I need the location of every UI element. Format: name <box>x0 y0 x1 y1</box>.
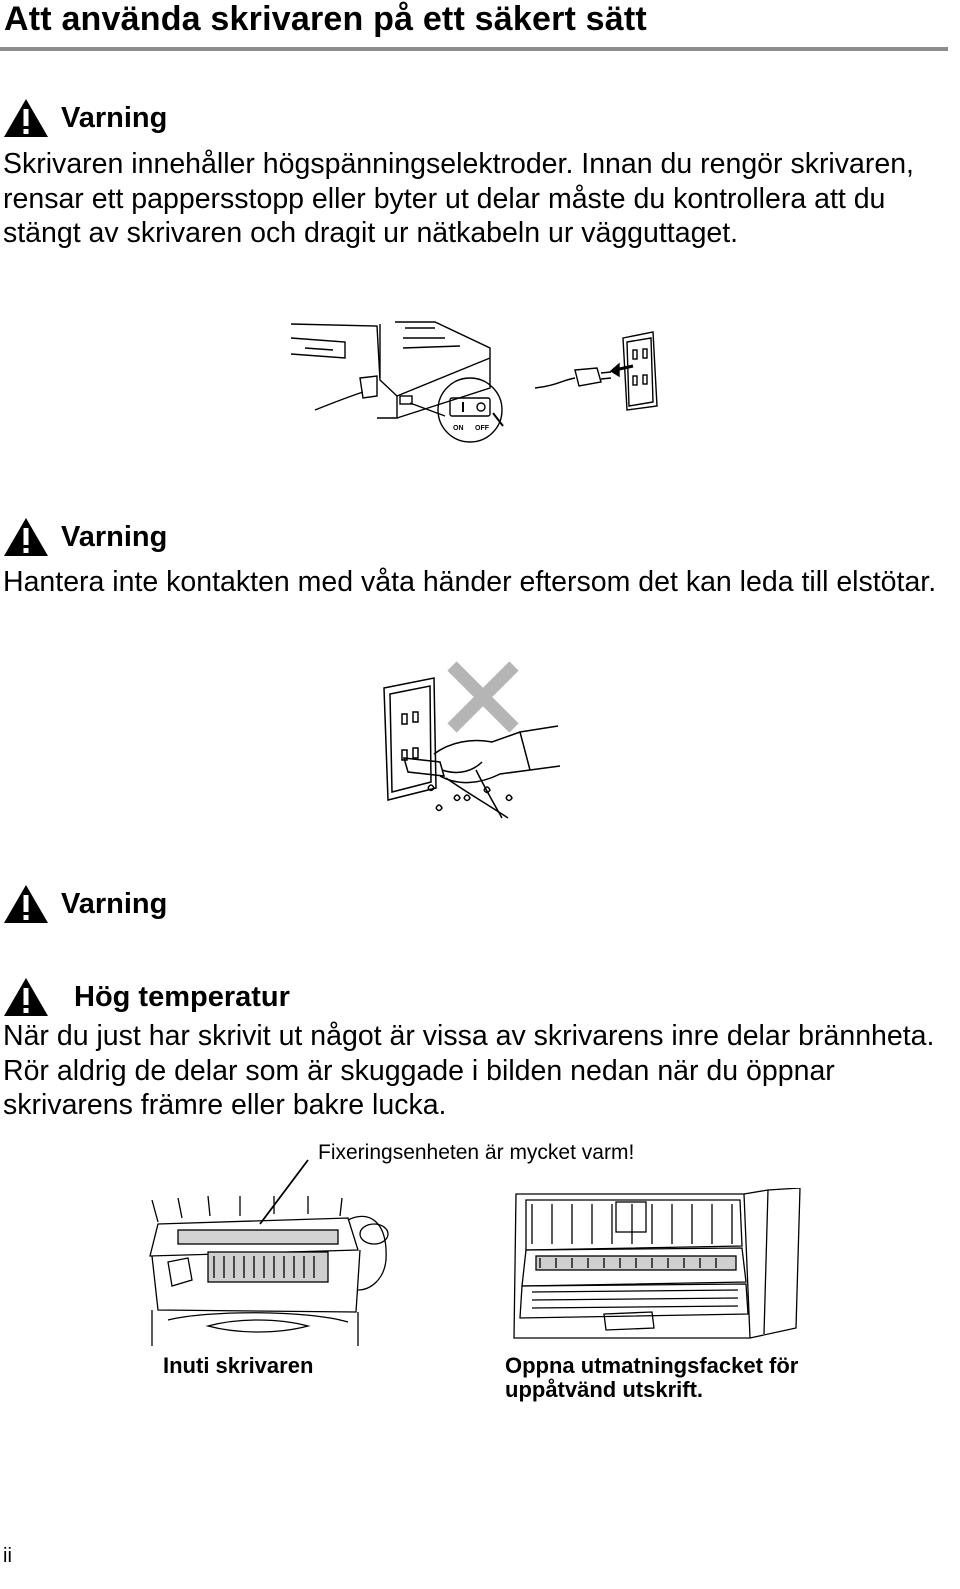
page-title: Att använda skrivaren på ett säkert sätt <box>4 0 647 38</box>
warning-text-3: När du just har skrivit ut något är vissa av skrivarens inre delar brännheta. Rör aldrig de delar som är skuggade i bilden nedan när du öppnar skrivarens främre eller bakre lucka. <box>3 1020 935 1121</box>
warning-triangle-icon <box>3 98 49 138</box>
fuser-callout: Fixeringsenheten är mycket varm! <box>318 1141 635 1164</box>
warning-text-1: Skrivaren innehåller högspänningselektroder. Innan du rengör skrivaren, rensar ett pappersstopp eller byter ut delar måste du kontrollera att du stängt av skrivaren och dragit ur nätkabeln ur vägguttaget. <box>3 148 914 249</box>
hot-temperature-heading <box>3 977 290 1017</box>
warning-triangle-icon <box>3 517 49 557</box>
prohibited-x-icon <box>452 666 514 728</box>
hot-temperature-label: Hög temperatur <box>74 980 290 1013</box>
warning-heading-3 <box>3 884 167 924</box>
rear-cover-open-illustration <box>512 1188 807 1348</box>
title-divider <box>0 47 948 51</box>
warning-heading-2 <box>3 517 167 557</box>
warning-triangle-icon <box>3 977 49 1017</box>
unplug-printer-illustration <box>285 318 665 453</box>
warning-triangle-icon <box>3 884 49 924</box>
warning-label: Varning <box>61 101 168 134</box>
caption-rear-output-tray: Oppna utmatningsfacket för uppåtvänd utskrift. <box>505 1353 799 1402</box>
wet-hand-outlet-illustration <box>380 658 570 823</box>
inside-printer-illustration <box>148 1150 393 1350</box>
switch-off-label: OFF <box>475 425 489 432</box>
page-number: ii <box>3 1545 12 1567</box>
caption-inside-printer: Inuti skrivaren <box>163 1353 314 1378</box>
warning-text-2: Hantera inte kontakten med våta händer eftersom det kan leda till elstötar. <box>3 566 937 598</box>
switch-on-label: ON <box>453 425 464 432</box>
warning-label: Varning <box>61 887 168 920</box>
warning-label: Varning <box>61 520 168 553</box>
warning-heading-1 <box>3 98 167 138</box>
